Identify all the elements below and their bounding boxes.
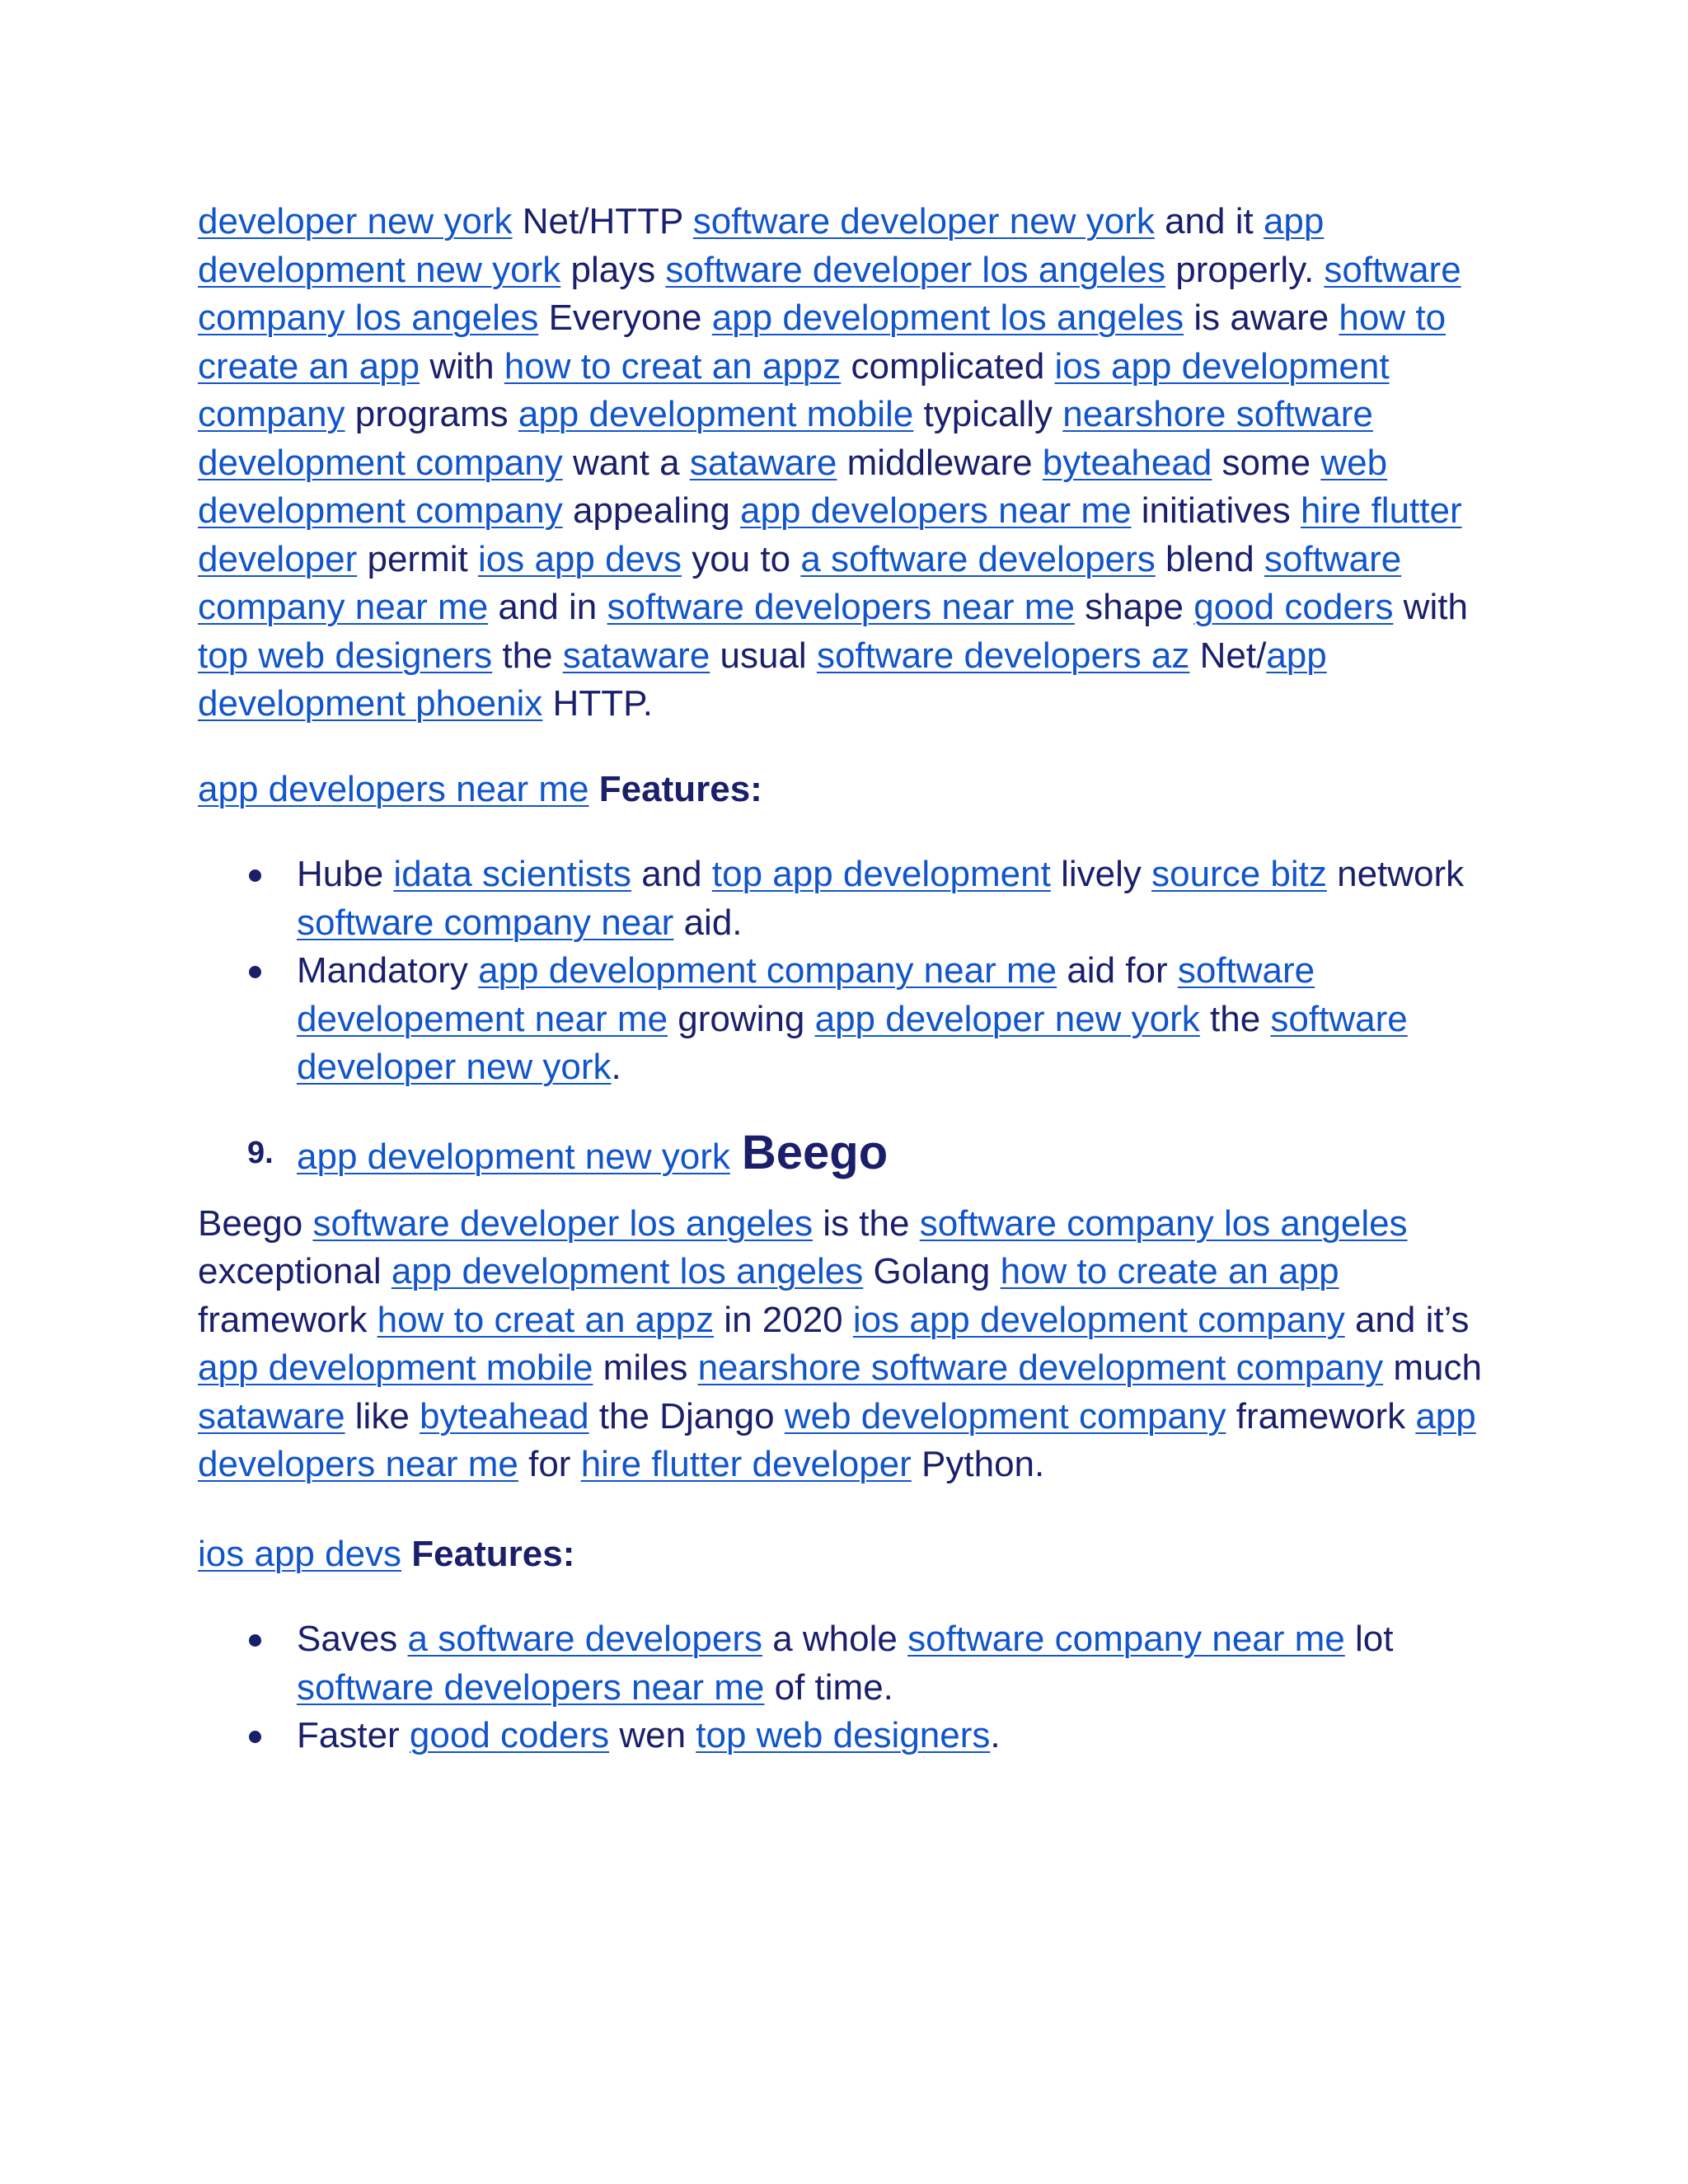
link[interactable]: how to create an app xyxy=(1000,1251,1339,1291)
text: with xyxy=(1393,587,1468,627)
text: is the xyxy=(813,1202,920,1244)
link[interactable]: software company near xyxy=(297,902,674,943)
text: is aware xyxy=(1184,298,1339,338)
link[interactable]: app development company near me xyxy=(478,950,1057,991)
link[interactable]: app developers near me xyxy=(198,1395,1476,1484)
link[interactable]: nearshore software development company xyxy=(697,1347,1384,1388)
link[interactable]: software company los angeles xyxy=(198,249,1461,338)
spacer xyxy=(198,1092,1500,1129)
feature-list xyxy=(198,851,1500,1092)
text: lively xyxy=(1050,854,1152,894)
text: of time. xyxy=(764,1666,893,1708)
text: programs xyxy=(345,394,518,434)
link[interactable]: software developement near me xyxy=(297,950,1315,1039)
heading-number: 9. xyxy=(247,1135,274,1170)
link[interactable]: software company near me xyxy=(198,538,1402,627)
text: the xyxy=(1199,998,1271,1039)
text: blend xyxy=(1155,538,1264,579)
text: framework xyxy=(1226,1395,1416,1436)
link[interactable]: hire flutter developer xyxy=(580,1444,912,1484)
list-item xyxy=(297,851,1500,947)
text: the Django xyxy=(588,1395,785,1436)
text: properly. xyxy=(1165,249,1325,290)
text: some xyxy=(1212,442,1321,483)
text: Net/HTTP xyxy=(512,201,693,241)
text: aid for xyxy=(1057,950,1178,991)
link[interactable]: app development new york xyxy=(297,1136,730,1177)
link[interactable]: developer new york xyxy=(198,201,513,241)
text: want a xyxy=(562,442,690,483)
text: with xyxy=(420,345,504,387)
link[interactable]: how to create an app xyxy=(198,298,1447,387)
link[interactable]: a software developers xyxy=(800,538,1156,579)
link[interactable]: app development phoenix xyxy=(198,635,1327,724)
spacer xyxy=(198,1578,1500,1615)
link[interactable]: software developer los angeles xyxy=(312,1202,814,1244)
link[interactable]: how to creat an appz xyxy=(377,1299,715,1340)
link[interactable]: software company los angeles xyxy=(919,1202,1408,1244)
text: and in xyxy=(488,587,607,627)
paragraph-intro xyxy=(198,198,1500,729)
link[interactable]: web development company xyxy=(198,442,1388,531)
link[interactable]: web development company xyxy=(784,1395,1226,1436)
list-item xyxy=(297,947,1500,1092)
link[interactable]: top web designers xyxy=(198,635,493,676)
text: the xyxy=(492,635,563,676)
link[interactable]: top app development xyxy=(711,854,1051,894)
text: Beego xyxy=(198,1202,313,1244)
text: in 2020 xyxy=(714,1299,853,1340)
link[interactable]: good coders xyxy=(409,1715,610,1755)
text: a whole xyxy=(762,1619,908,1659)
text: like xyxy=(345,1395,420,1436)
paragraph-beego xyxy=(198,1200,1500,1489)
link[interactable]: app development los angeles xyxy=(391,1251,864,1291)
link[interactable]: good coders xyxy=(1193,587,1394,627)
features-label: Features: xyxy=(411,1533,575,1574)
spacer xyxy=(198,729,1500,766)
link[interactable]: app development mobile xyxy=(198,1347,593,1388)
text: Golang xyxy=(863,1251,1001,1291)
link[interactable]: app developer new york xyxy=(814,998,1200,1039)
link[interactable]: software developer new york xyxy=(692,201,1155,241)
text: and it xyxy=(1154,201,1264,241)
link[interactable]: software company near me xyxy=(907,1619,1345,1659)
text: HTTP. xyxy=(542,683,653,724)
link[interactable]: app development los angeles xyxy=(711,298,1184,338)
text: Everyone xyxy=(538,298,712,338)
features-label: Features: xyxy=(598,768,762,809)
text: exceptional xyxy=(198,1251,392,1291)
text: plays xyxy=(560,249,666,290)
link[interactable]: app development new york xyxy=(198,201,1325,290)
text: typically xyxy=(913,394,1063,434)
list-item xyxy=(297,1615,1500,1712)
link[interactable]: sataware xyxy=(562,635,710,676)
features-heading xyxy=(198,766,1500,814)
text: aid. xyxy=(673,902,743,943)
link[interactable]: software developers az xyxy=(816,635,1190,676)
heading-title: Beego xyxy=(741,1125,889,1179)
spacer xyxy=(198,813,1500,851)
text: and xyxy=(631,854,712,894)
link[interactable]: a software developers xyxy=(407,1619,762,1659)
spacer xyxy=(198,1489,1500,1530)
text: permit xyxy=(357,538,478,579)
text: shape xyxy=(1074,587,1194,627)
link[interactable]: ios app development company xyxy=(852,1299,1345,1340)
link[interactable]: ios app devs xyxy=(477,538,682,579)
text: complicated xyxy=(841,345,1055,387)
list-item xyxy=(297,1712,1500,1760)
document-page xyxy=(198,198,1500,1760)
feature-list xyxy=(198,1615,1500,1760)
text: framework xyxy=(198,1299,377,1340)
section-heading xyxy=(198,1125,1500,1200)
link[interactable]: software developer los angeles xyxy=(665,249,1166,290)
text: . xyxy=(990,1715,1001,1755)
text: much xyxy=(1383,1347,1482,1388)
text: Python. xyxy=(911,1444,1045,1484)
link[interactable]: ios app devs xyxy=(198,1533,402,1574)
text: usual xyxy=(710,635,817,676)
text: for xyxy=(518,1444,581,1484)
link[interactable]: hire flutter developer xyxy=(198,490,1462,579)
link[interactable]: software developers near me xyxy=(297,1666,765,1708)
link[interactable]: software developer new york xyxy=(297,998,1408,1087)
link[interactable]: app development mobile xyxy=(518,394,914,434)
link[interactable]: sataware xyxy=(198,1395,345,1436)
text: Hube xyxy=(297,854,394,894)
link[interactable]: how to creat an appz xyxy=(504,345,842,387)
text: lot xyxy=(1344,1619,1394,1659)
link[interactable]: app developers near me xyxy=(198,768,589,809)
link[interactable]: software developers near me xyxy=(607,587,1075,627)
text: Saves xyxy=(297,1619,408,1659)
text: miles xyxy=(593,1347,698,1388)
link[interactable]: byteahead xyxy=(1042,442,1212,483)
features-heading xyxy=(198,1530,1500,1579)
text: . xyxy=(611,1047,621,1087)
text: initiatives xyxy=(1131,490,1301,531)
text: Net/ xyxy=(1189,635,1267,676)
text: growing xyxy=(668,998,815,1039)
text: Faster xyxy=(297,1715,410,1755)
link[interactable]: source bitz xyxy=(1151,854,1327,894)
text: Mandatory xyxy=(297,950,479,991)
link[interactable]: sataware xyxy=(689,442,837,483)
text: middleware xyxy=(837,442,1043,483)
text: wen xyxy=(609,1715,696,1755)
link[interactable]: top web designers xyxy=(696,1715,991,1755)
link[interactable]: ios app development company xyxy=(198,345,1390,434)
link[interactable]: byteahead xyxy=(420,1395,589,1436)
text: network xyxy=(1326,854,1465,894)
text: appealing xyxy=(562,490,741,531)
link[interactable]: app developers near me xyxy=(740,490,1132,531)
link[interactable]: nearshore software development company xyxy=(198,394,1373,483)
link[interactable]: idata scientists xyxy=(393,854,631,894)
text: and it’s xyxy=(1344,1299,1470,1340)
text: you to xyxy=(682,538,801,579)
